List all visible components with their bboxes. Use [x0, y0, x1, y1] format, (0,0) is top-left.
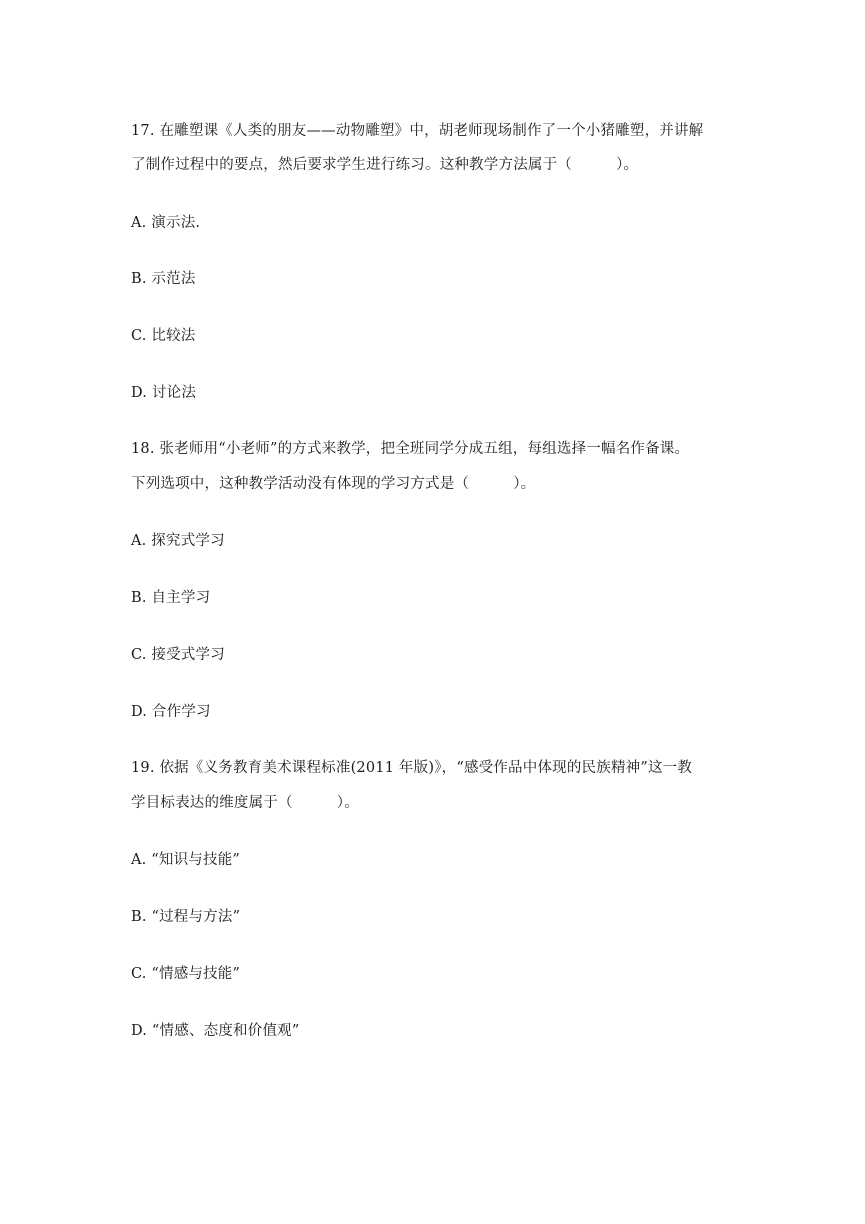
question-19-option-b: B. “过程与方法” [131, 909, 241, 925]
question-19-stem-line-2: 学目标表达的维度属于（ ）。 [131, 795, 359, 811]
question-17-option-b: B. 示范法 [131, 271, 196, 287]
question-17-option-a: A. 演示法. [131, 215, 201, 231]
question-18-option-d: D. 合作学习 [131, 704, 211, 720]
question-18-option-c: C. 接受式学习 [131, 647, 225, 663]
question-19-option-d: D. “情感、态度和价值观” [131, 1023, 300, 1039]
question-17-stem-line-2: 了制作过程中的要点，然后要求学生进行练习。这种教学方法属于（ ）。 [131, 157, 639, 173]
question-18-stem-line-1: 18. 张老师用“小老师”的方式来教学，把全班同学分成五组，每组选择一幅名作备课。 [131, 441, 690, 457]
question-17-stem-line-1: 17. 在雕塑课《人类的朋友——动物雕塑》中，胡老师现场制作了一个小猪雕塑，并讲解 [131, 123, 704, 139]
question-17-option-c: C. 比较法 [131, 328, 196, 344]
question-17-option-d: D. 讨论法 [131, 385, 197, 401]
question-19-option-a: A. “知识与技能” [131, 852, 241, 868]
question-19-option-c: C. “情感与技能” [131, 966, 241, 982]
question-19-stem-line-1: 19. 依据《义务教育美术课程标准(2011 年版)》，“感受作品中体现的民族精神”这一教 [131, 760, 693, 776]
question-18-option-b: B. 自主学习 [131, 590, 211, 606]
question-18-stem-line-2: 下列选项中，这种教学活动没有体现的学习方式是（ ）。 [131, 476, 536, 492]
question-18-option-a: A. 探究式学习 [131, 533, 225, 549]
